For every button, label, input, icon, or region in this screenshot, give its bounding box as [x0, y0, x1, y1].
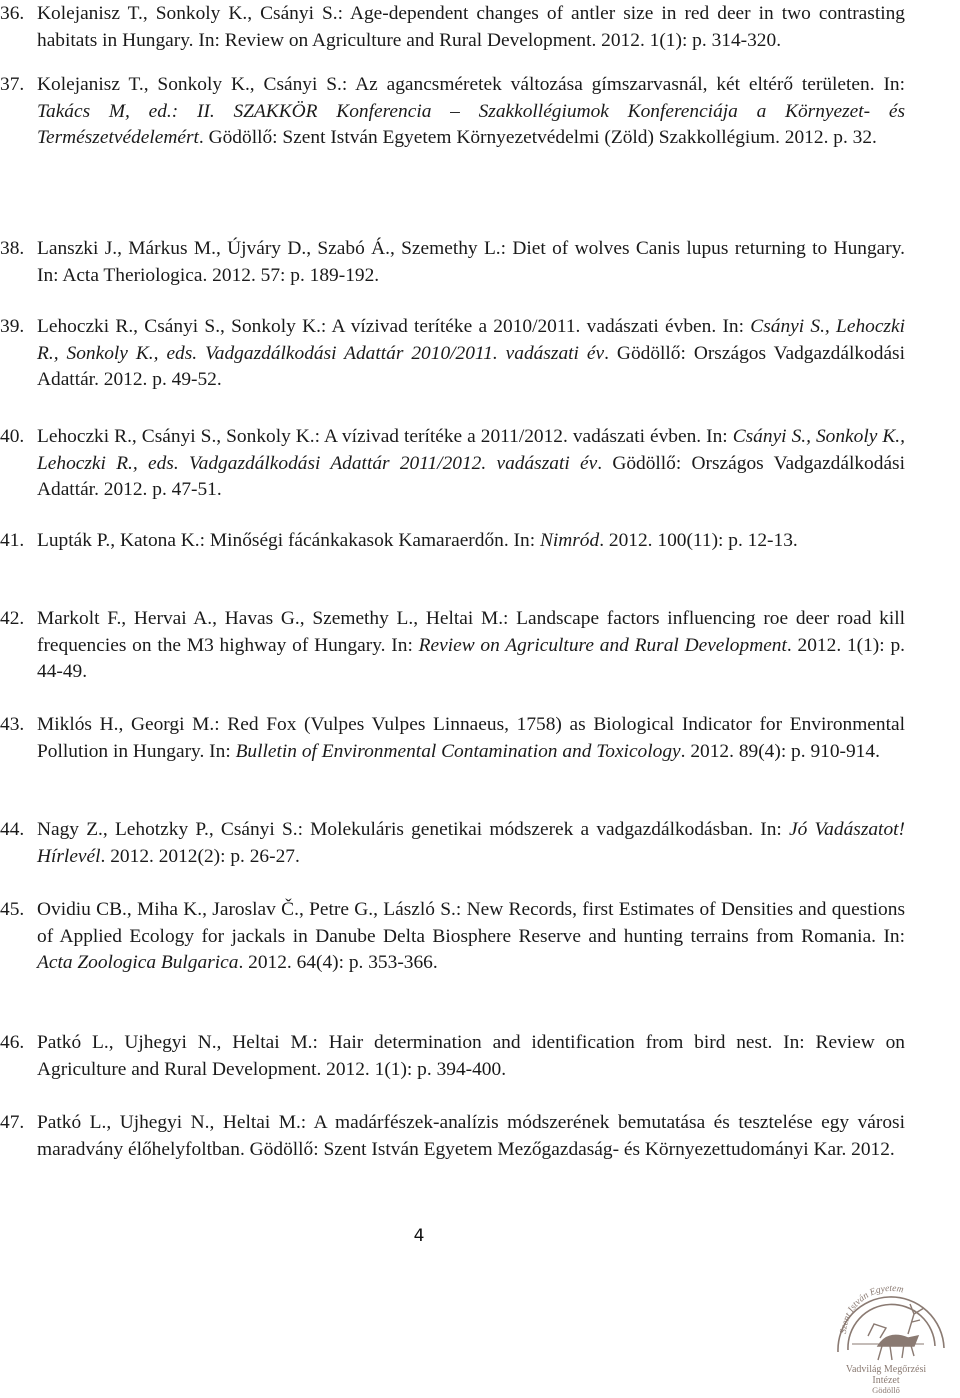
reference-number: 37. [0, 74, 25, 95]
reference-number: 39. [0, 316, 25, 337]
reference-text-run: Lehoczki R., Csányi S., Sonkoly K.: A vízivad terítéke a 2010/2011. vadászati évben. In: [37, 316, 751, 337]
page-number: 4 [413, 1226, 425, 1246]
reference-item [0, 712, 905, 765]
reference-item [0, 897, 905, 977]
reference-text [37, 899, 905, 973]
stag-emblem-icon [852, 1304, 924, 1360]
reference-text-run: Kolejanisz T., Sonkoly K., Csányi S.: Az agancsméretek változása gímszarvasnál, két eltérő területen. In: [37, 74, 905, 95]
reference-source-italic: Acta Zoologica Bulgarica [37, 952, 239, 973]
reference-text [37, 1112, 905, 1160]
reference-text-run: Kolejanisz T., Sonkoly K., Csányi S.: Age-dependent changes of antler size in red deer in two contrasting habitats in Hungary. In: Review on Agriculture and Rural Development. 2012. 1(1): p. 314-320. [37, 3, 905, 51]
reference-text-run: . 2012. 64(4): p. 353-366. [238, 952, 438, 973]
reference-source-italic: Csányi S., Lehoczki R., Sonkoly K., eds. Vadgazdálkodási Adattár 2010/2011. vadászati év [37, 316, 905, 364]
reference-text [37, 316, 905, 390]
reference-number: 46. [0, 1032, 25, 1053]
stamp-line-2: Intézet [872, 1375, 900, 1386]
reference-source-italic: Csányi S., Sonkoly K., Lehoczki R., eds. Vadgazdálkodási Adattár 2011/2012. vadászati év [37, 426, 905, 474]
reference-text-run: . 2012. 1(1): p. 44-49. [37, 634, 905, 682]
reference-text-run: Markolt F., Hervai A., Havas G., Szemethy L., Heltai M.: Landscape factors influencing roe deer road kill frequencies on the M3 highway of Hungary. In: [37, 608, 905, 656]
reference-item [0, 1110, 905, 1163]
reference-source-italic: Nimród [539, 530, 600, 551]
reference-text-run: . 2012. 89(4): p. 910-914. [680, 740, 880, 762]
reference-number: 47. [0, 1112, 25, 1133]
reference-text [37, 819, 905, 867]
reference-source-italic: Review on Agriculture and Rural Development [418, 634, 787, 656]
reference-text [37, 426, 905, 500]
reference-text-run: Ovidiu CB., Miha K., Jaroslav Č., Petre G., László S.: New Records, first Estimates of Densities and questions of Applied Ecology for jackals in Danube Delta Biosphere Reserve and hunting terrains from Romania. In: [37, 899, 905, 947]
reference-text-run: . Gödöllő: Szent István Egyetem Környezetvédelmi (Zöld) Szakkollégium. 2012. p. 32. [198, 127, 877, 148]
stamp-ring-text: Szent István Egyetem [838, 1283, 905, 1335]
reference-number: 38. [0, 238, 25, 259]
reference-text-run: Lanszki J., Márkus M., Újváry D., Szabó Á., Szemethy L.: Diet of wolves Canis lupus returning to Hungary. In: Acta Theriologica. 2012. 57: p. 189-192. [37, 238, 905, 286]
reference-text-run: Patkó L., Ujhegyi N., Heltai M.: A madárfészek-analízis módszerének bemutatása és tesztelése egy városi maradvány élőhelyfoltban. Gödöllő: Szent István Egyetem Mezőgazdaság- és Környezettudományi Kar. 2012. [37, 1112, 905, 1160]
stamp-line-1: Vadvilág Megőrzési [845, 1364, 927, 1375]
reference-number: 45. [0, 899, 25, 920]
reference-text-run: Lupták P., Katona K.: Minőségi fácánkakasok Kamaraerdőn. In: [37, 530, 540, 551]
reference-text [37, 1032, 905, 1080]
reference-number: 36. [0, 3, 25, 24]
reference-text-run: Patkó L., Ujhegyi N., Heltai M.: Hair determination and identification from bird nest. In: Review on Agriculture and Rural Development. 2012. 1(1): p. 394-400. [37, 1032, 905, 1080]
reference-number: 44. [0, 819, 25, 840]
reference-text-run: . 2012. 2012(2): p. 26-27. [100, 845, 300, 867]
reference-text [37, 238, 905, 286]
reference-number: 43. [0, 714, 25, 735]
reference-text-run: . Gödöllő: Országos Vadgazdálkodási Adattár. 2012. p. 47-51. [37, 452, 905, 500]
reference-item [0, 236, 905, 289]
reference-text [37, 74, 905, 148]
reference-item [0, 1030, 905, 1083]
reference-source-italic: Bulletin of Environmental Contamination and Toxicology [235, 740, 681, 762]
reference-text [37, 608, 905, 682]
reference-number: 41. [0, 530, 25, 551]
reference-item [0, 72, 905, 152]
reference-text [37, 3, 905, 51]
reference-text [37, 714, 905, 762]
reference-item [0, 314, 905, 394]
reference-text-run: Lehoczki R., Csányi S., Sonkoly K.: A vízivad terítéke a 2011/2012. vadászati évben. In: [37, 426, 733, 447]
reference-item [0, 817, 905, 870]
reference-text-run: . Gödöllő: Országos Vadgazdálkodási Adattár. 2012. p. 49-52. [37, 342, 905, 390]
reference-text-run: . 2012. 100(11): p. 12-13. [599, 530, 798, 551]
reference-item [0, 606, 905, 686]
reference-item [0, 528, 905, 555]
reference-number: 40. [0, 426, 25, 447]
reference-number: 42. [0, 608, 25, 629]
reference-item [0, 1, 905, 54]
reference-source-italic: Takács M, ed.: II. SZAKKÖR Konferencia – Szakkollégiumok Konferenciája a Környezet- és Természetvédelemért [37, 100, 905, 148]
stamp-line-3: Gödöllő [872, 1385, 900, 1394]
institute-stamp [816, 1278, 956, 1394]
reference-item [0, 424, 905, 504]
reference-text-run: Nagy Z., Lehotzky P., Csányi S.: Molekuláris genetikai módszerek a vadgazdálkodásban. In: [37, 819, 789, 840]
reference-text [37, 530, 798, 551]
reference-text-run: Miklós H., Georgi M.: Red Fox (Vulpes Vulpes Linnaeus, 1758) as Biological Indicator for Environmental Pollution in Hungary. In: [37, 714, 905, 762]
reference-source-italic: Jó Vadászatot! Hírlevél [37, 819, 905, 867]
